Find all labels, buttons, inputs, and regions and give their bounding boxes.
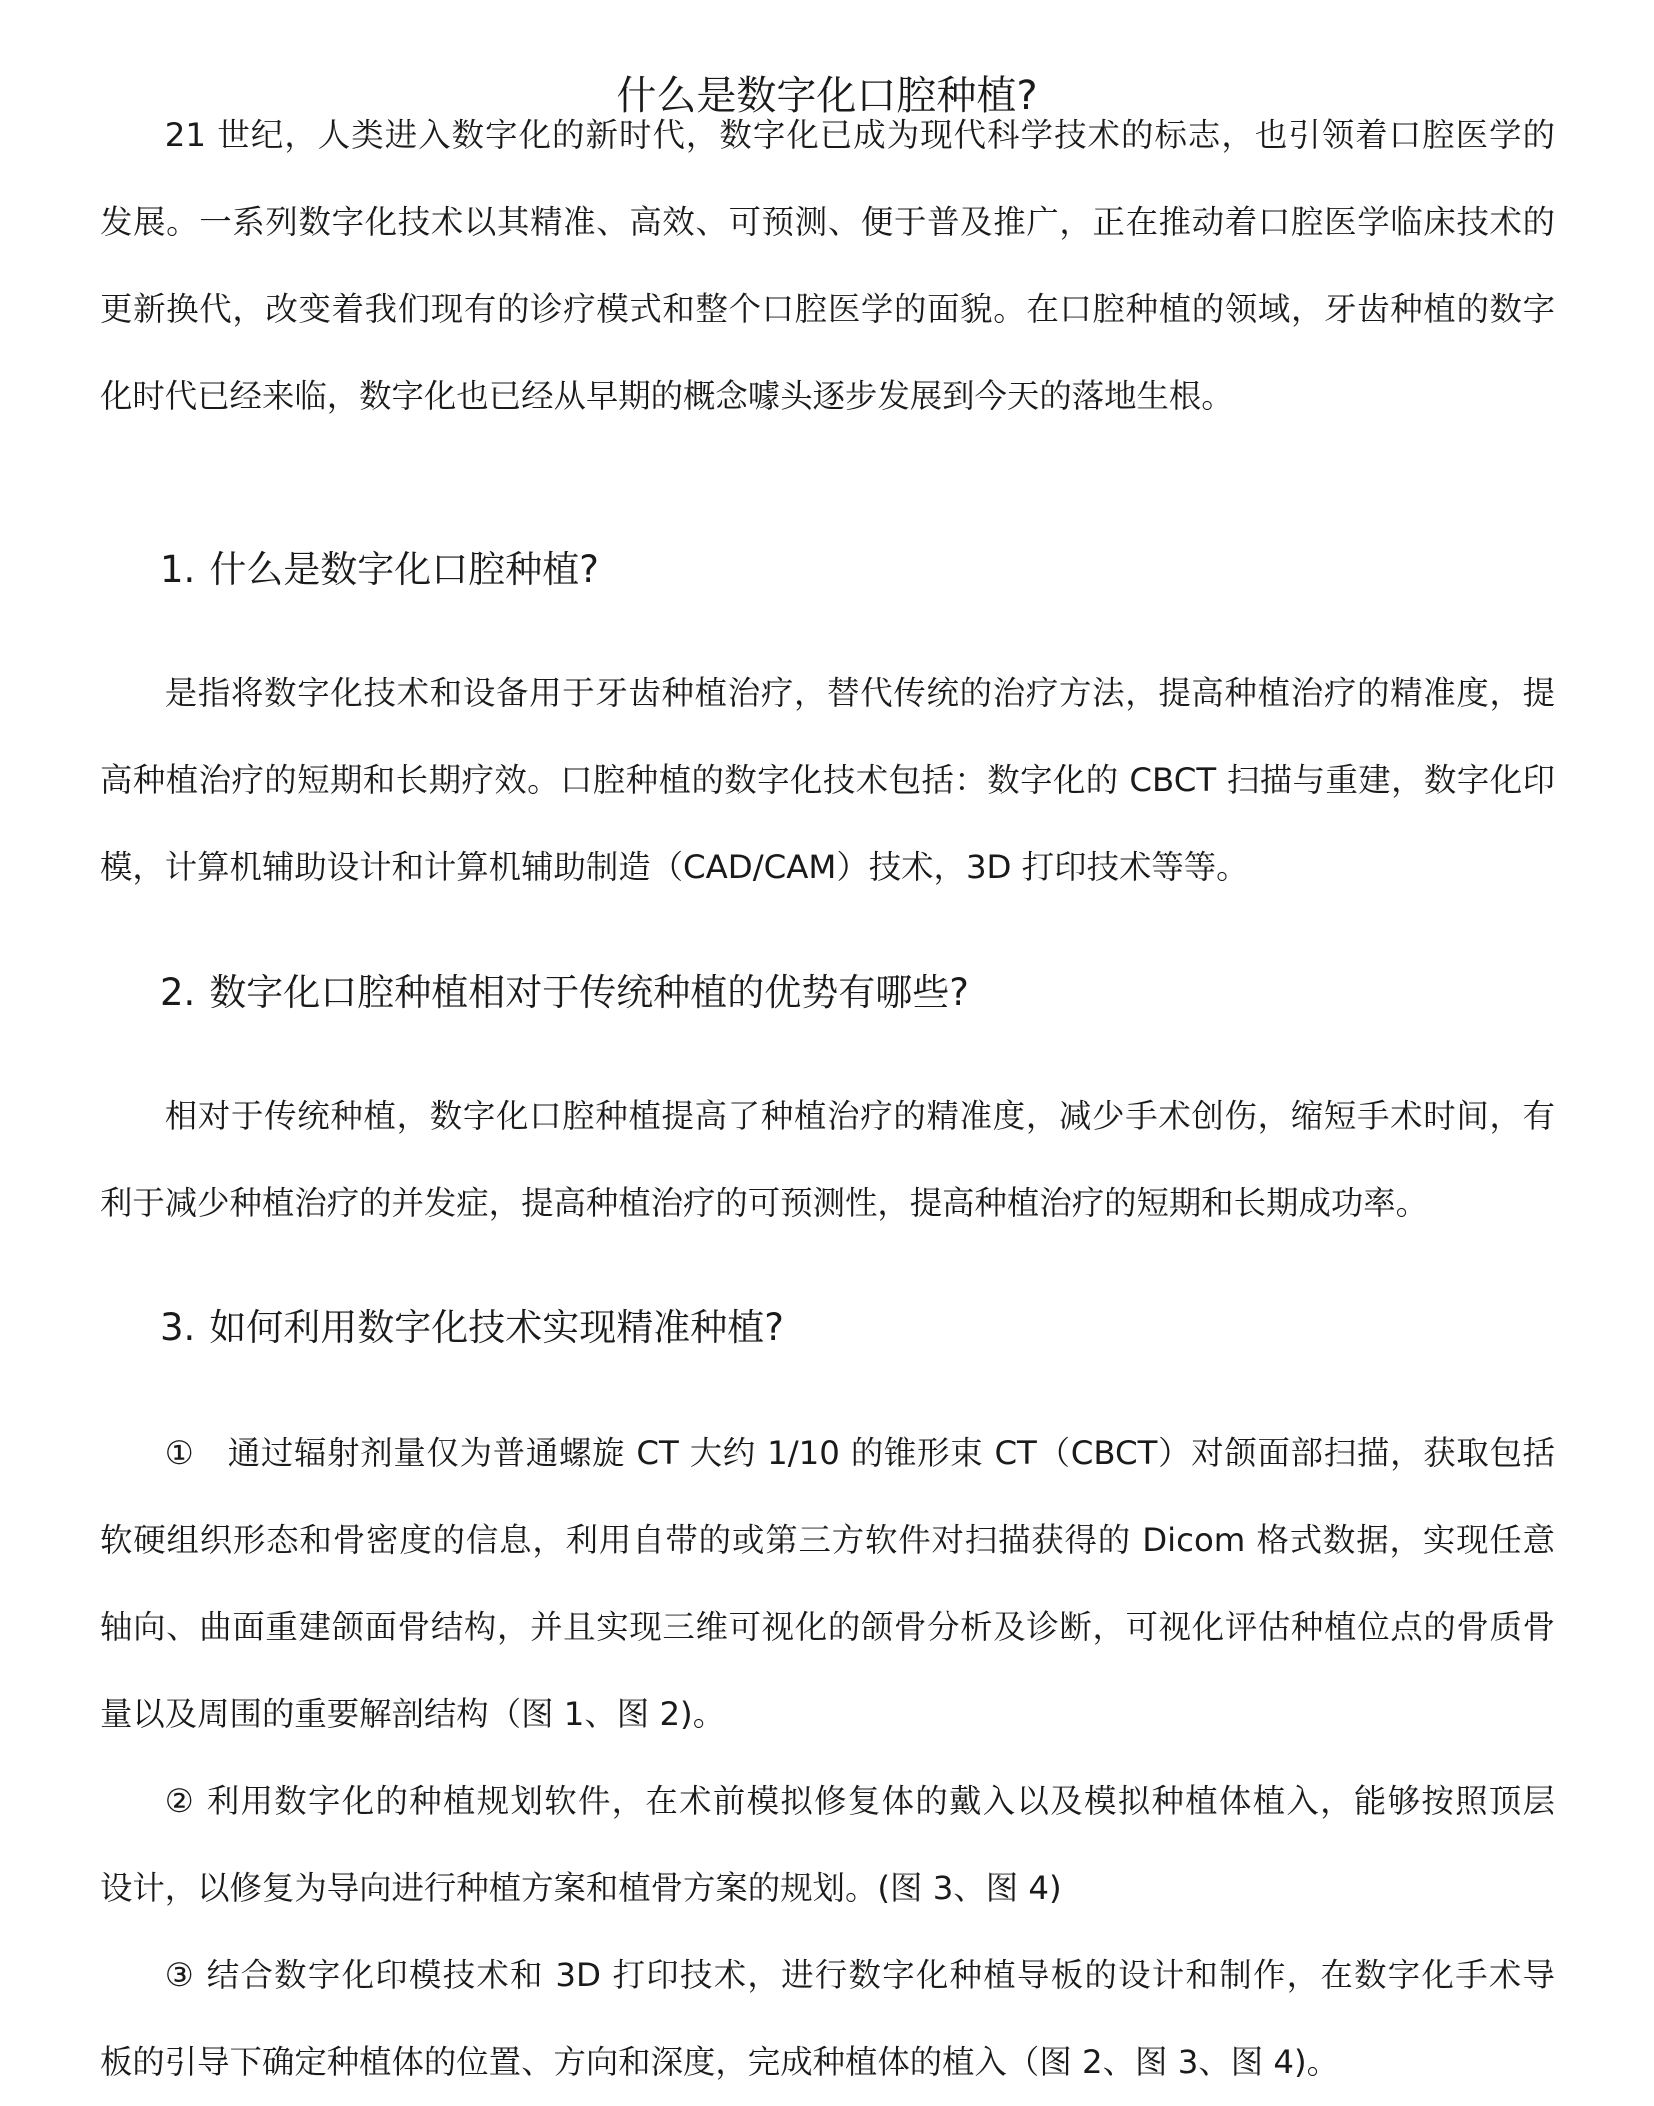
item-line: 软硬组织形态和骨密度的信息，利用自带的或第三方软件对扫描获得的 Dicom 格式数据，实现任意 — [100, 1521, 1555, 1559]
section-3-item-2 — [100, 1758, 1555, 1932]
section-1-line: 是指将数字化技术和设备用于牙齿种植治疗，替代传统的治疗方法，提高种植治疗的精准度，提 — [164, 674, 1555, 712]
item-line: ③ 结合数字化印模技术和 3D 打印技术，进行数字化种植导板的设计和制作，在数字化手术导 — [164, 1956, 1555, 1994]
intro-line: 发展。一系列数字化技术以其精准、高效、可预测、便于普及推广，正在推动着口腔医学临床技术的 — [100, 203, 1555, 241]
intro-line: 化时代已经来临，数字化也已经从早期的概念噱头逐步发展到今天的落地生根。 — [100, 377, 1234, 415]
item-line: 轴向、曲面重建颌面骨结构，并且实现三维可视化的颌骨分析及诊断，可视化评估种植位点的骨质骨 — [100, 1608, 1555, 1646]
section-2-line: 相对于传统种植，数字化口腔种植提高了种植治疗的精准度，减少手术创伤，缩短手术时间，有 — [164, 1097, 1555, 1135]
intro-paragraph — [100, 92, 1555, 440]
section-1-paragraph — [100, 650, 1555, 911]
section-number: 3. — [160, 1306, 196, 1349]
section-1-line: 高种植治疗的短期和长期疗效。口腔种植的数字化技术包括：数字化的 CBCT 扫描与重建，数字化印 — [100, 761, 1555, 799]
section-1-line: 模，计算机辅助设计和计算机辅助制造（CAD/CAM）技术，3D 打印技术等等。 — [100, 848, 1249, 886]
section-3-item-3 — [100, 1932, 1555, 2106]
page-title: 什么是数字化口腔种植? — [616, 73, 1038, 119]
section-heading-text: 如何利用数字化技术实现精准种植? — [209, 1306, 784, 1349]
item-line: 板的引导下确定种植体的位置、方向和深度，完成种植体的植入（图 2、图 3、图 4)。 — [100, 2043, 1340, 2081]
section-number: 2. — [160, 971, 196, 1014]
section-2-line: 利于减少种植治疗的并发症，提高种植治疗的可预测性，提高种植治疗的短期和长期成功率。 — [100, 1184, 1429, 1222]
item-line: 量以及周围的重要解剖结构（图 1、图 2)。 — [100, 1695, 726, 1733]
section-3-item-1 — [100, 1410, 1555, 1758]
section-3-heading — [160, 1300, 784, 1356]
section-heading-text: 数字化口腔种植相对于传统种植的优势有哪些? — [209, 971, 969, 1014]
section-2-heading — [160, 965, 969, 1021]
intro-line: 更新换代，改变着我们现有的诊疗模式和整个口腔医学的面貌。在口腔种植的领域，牙齿种植的数字 — [100, 290, 1555, 328]
item-line: ② 利用数字化的种植规划软件，在术前模拟修复体的戴入以及模拟种植体植入，能够按照顶层 — [164, 1782, 1555, 1820]
intro-line: 21 世纪，人类进入数字化的新时代，数字化已成为现代科学技术的标志，也引领着口腔医学的 — [164, 116, 1555, 154]
section-1-heading — [160, 542, 599, 598]
section-2-paragraph — [100, 1073, 1555, 1247]
section-heading-text: 什么是数字化口腔种植? — [209, 548, 599, 591]
section-number: 1. — [160, 548, 196, 591]
item-line: ① 通过辐射剂量仅为普通螺旋 CT 大约 1/10 的锥形束 CT（CBCT）对颌面部扫描，获取包括 — [164, 1434, 1555, 1472]
item-line: 设计，以修复为导向进行种植方案和植骨方案的规划。(图 3、图 4) — [100, 1869, 1062, 1907]
